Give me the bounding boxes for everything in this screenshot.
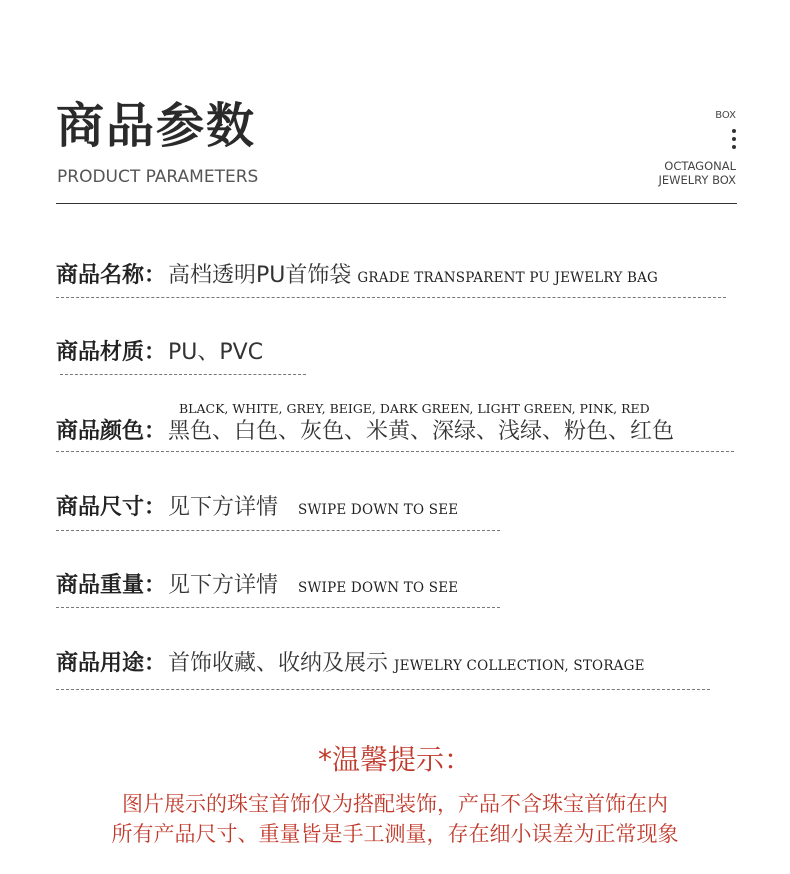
- param-weight-label: 商品重量：: [56, 573, 167, 598]
- param-size-en: SWIPE DOWN TO SEE: [298, 502, 459, 518]
- row-divider: [56, 607, 500, 608]
- tip-line-2: 所有产品尺寸、重量皆是手工测量，存在细小误差为正常现象: [111, 822, 679, 846]
- row-divider: [60, 374, 306, 375]
- param-size-value: 见下方详情: [168, 495, 279, 520]
- box-subtitle: [658, 159, 736, 187]
- param-usage-value: 首饰收藏、收纳及展示: [168, 651, 389, 676]
- param-usage-en: JEWELRY COLLECTION, STORAGE: [394, 658, 645, 674]
- tip-line-1: 图片展示的珠宝首饰仅为搭配装饰，产品不含珠宝首饰在内: [122, 792, 668, 816]
- box-subtitle-line1: OCTAGONAL: [664, 159, 736, 173]
- param-usage-label: 商品用途：: [56, 651, 167, 676]
- param-row-weight: [56, 568, 458, 599]
- row-divider: [56, 530, 500, 531]
- param-weight-value: 见下方详情: [168, 573, 279, 598]
- param-row-usage: [56, 646, 645, 677]
- param-name-en: GRADE TRANSPARENT PU JEWELRY BAG: [357, 270, 659, 286]
- param-weight-en: SWIPE DOWN TO SEE: [298, 580, 459, 596]
- page-subtitle: PRODUCT PARAMETERS: [57, 167, 259, 187]
- param-material-value: PU、PVC: [168, 340, 264, 365]
- row-divider: [56, 297, 726, 298]
- box-subtitle-line2: JEWELRY BOX: [658, 173, 736, 187]
- param-color-label: 商品颜色：: [56, 419, 167, 444]
- page-title: 商品参数: [56, 98, 257, 154]
- box-label: BOX: [715, 110, 736, 121]
- param-name-value: 高档透明PU首饰袋: [168, 263, 352, 288]
- row-divider: [56, 451, 734, 452]
- param-color-en: BLACK, WHITE, GREY, BEIGE, DARK GREEN, LIGHT GREEN, PINK, RED: [179, 401, 650, 416]
- vertical-dots-icon: [732, 129, 737, 153]
- tip-title: *温馨提示：: [317, 743, 472, 776]
- param-row-size: [56, 490, 458, 521]
- header-divider: [56, 203, 737, 204]
- param-material-label: 商品材质：: [56, 340, 167, 365]
- param-row-color: [56, 414, 674, 445]
- param-row-name: [56, 258, 658, 289]
- row-divider: [56, 689, 710, 690]
- param-color-value: 黑色、白色、灰色、米黄、深绿、浅绿、粉色、红色: [168, 419, 675, 444]
- param-size-label: 商品尺寸：: [56, 495, 167, 520]
- param-row-material: [56, 335, 263, 366]
- param-name-label: 商品名称：: [56, 263, 167, 288]
